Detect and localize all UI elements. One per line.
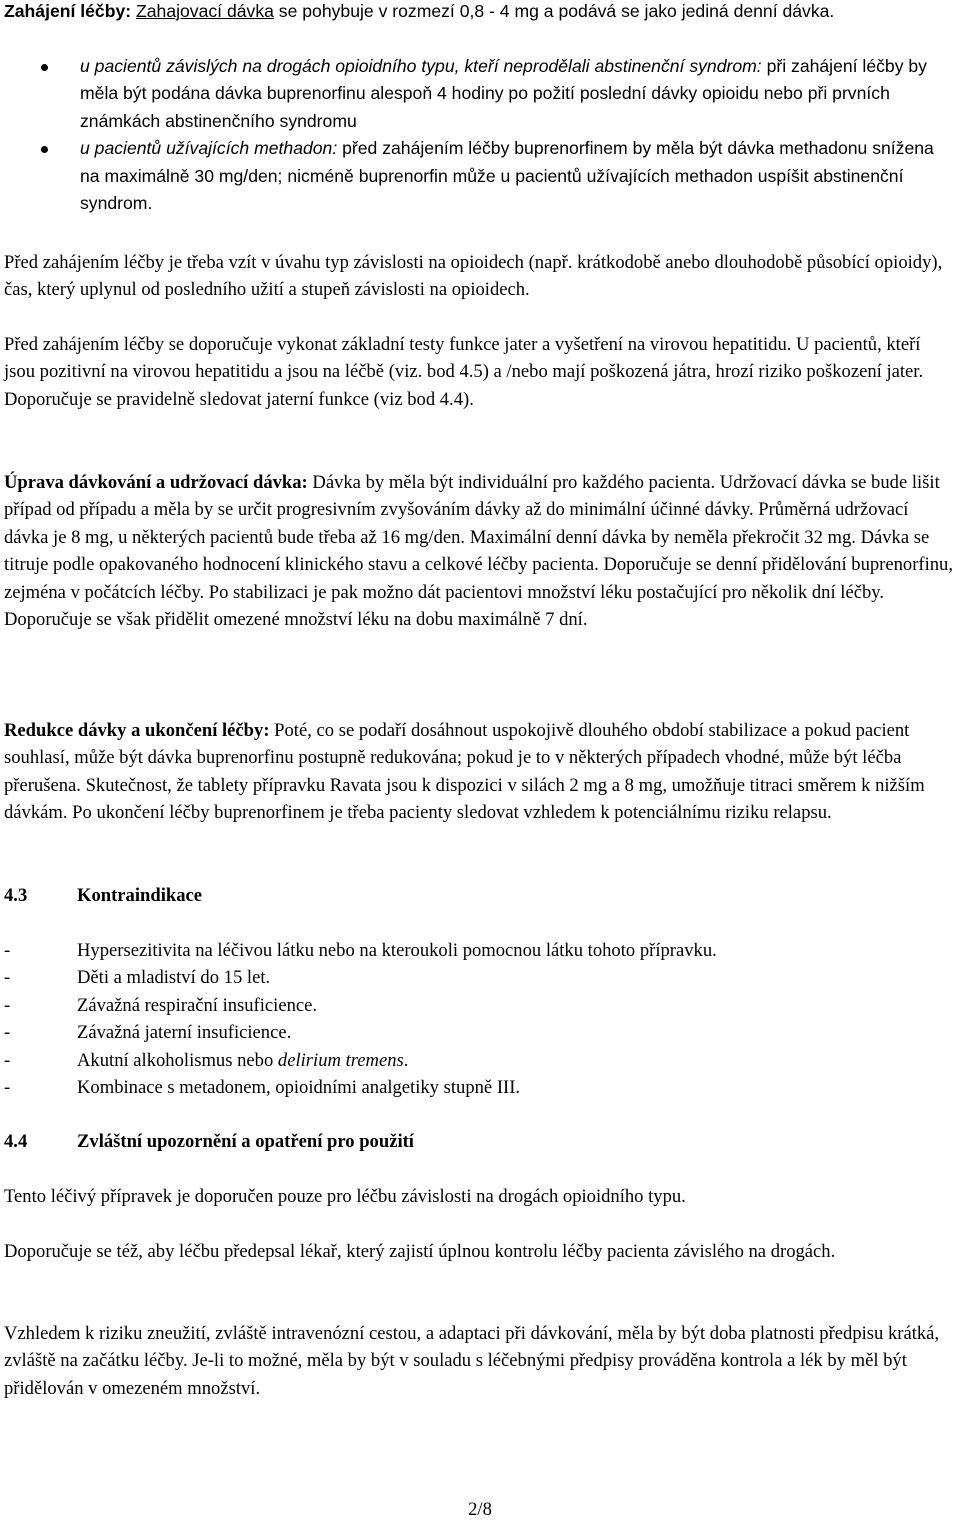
paragraph-dependence-type: Před zahájením léčby je třeba vzít v úvahu typ závislosti na opioidech (např. krátkodobě anebo dlouhodobě působící opioidy), čas, který uplynul od posledního užití a stupeň závislosti na opioidech. [4,252,943,301]
list-item-text: Závažná jaterní insuficience. [77,1022,292,1044]
list-item [4,1047,954,1074]
bullet-lead: u pacientů závislých na drogách opioidního typu, kteří neprodělali abstinenční syndrom: [80,56,762,76]
italic-tail: . [403,1049,409,1071]
bullet-lead: u pacientů užívajících methadon: [80,138,338,159]
section-heading-4-3 [4,882,954,909]
list-item [4,992,954,1019]
bullet-icon [41,64,48,71]
list-item [4,1074,954,1101]
bullet-text: při zahájení léčby by měla být podána dávka buprenorfinu alespoň 4 hodiny po požití poslední dávky opioidu nebo při prvních známkách abstinenčního syndromu [80,56,927,131]
dash-marker: - [4,940,11,961]
paragraph-maintenance-dose [4,469,954,633]
section-title: Kontraindikace [77,885,202,906]
maintenance-label: Úprava dávkování a udržovací dávka: [4,472,308,493]
list-item-text: Děti a mladiství do 15 let. [77,967,271,989]
section-number: 4.4 [4,1131,28,1152]
contraindication-list [4,937,954,1101]
list-item-text: Kombinace s metadonem, opioidními analgetiky stupně III. [77,1077,521,1099]
list-item [4,1019,954,1046]
section-title: Zvláštní upozornění a opatření pro použití [77,1131,414,1152]
paragraph-misuse-risk: Vzhledem k riziku zneužití, zvláště intravenózní cestou, a adaptaci při dávkování, měla by být doba platnosti předpisu krátká, zvláště na začátku léčby. Je-li to možné, měla by být v souladu s léčebnými předpisy prováděna kontrola a lék by měl být přidělován v omezeném množství. [4,1323,940,1399]
paragraph-liver-tests: Před zahájením léčby se doporučuje vykonat základní testy funkce jater a vyšetření na virovou hepatitidu. U pacientů, kteří jsou pozitivní na virovou hepatitidu a jsou na léčbě (viz. bod 4.5) a /nebo mají poškozená játra, hrozí riziko poškození jater. Doporučuje se pravidelně sledovat jaterní funkce (viz bod 4.4). [4,334,924,410]
reduction-text: Poté, co se podaří dosáhnout uspokojivě dlouhého období stabilizace a pokud pacient souhlasí, může být dávka buprenorfinu postupně redukována; pokud je to v některých případech vhodné, může být léčba přerušena. Skutečnost, že tablety přípravku Ravata jsou k dispozici v silách 2 mg a 8 mg, umožňuje titraci směrem k nižším dávkám. Po ukončení léčby buprenorfinem je třeba pacienty sledovat vzhledem k potenciálnímu riziku relapsu. [4,720,925,824]
list-item-text: Akutní alkoholismus nebo [77,1049,274,1071]
bullet-list [4,53,954,217]
dash-marker: - [4,967,11,989]
dash-marker: - [4,1049,11,1071]
bullet-item [4,135,954,217]
paragraph-dose-reduction [4,717,954,827]
list-item-text: Závažná respirační insuficience. [77,994,318,1016]
paragraph-indication: Tento léčivý přípravek je doporučen pouze pro léčbu závislosti na drogách opioidního typu. [4,1186,686,1207]
dose-link-text: Zahajovací dávka [136,1,274,21]
page-number: 2/8 [468,1499,492,1520]
italic-term: delirium tremens [277,1049,404,1071]
maintenance-text: Dávka by měla být individuální pro každého pacienta. Udržovací dávka se bude lišit případ od případu a měla by se určit progresivním zvyšováním dávky až do minimální účinné dávky. Průměrná udržovací dávka je 8 mg, u některých pacientů bude třeba až 16 mg/den. Maximální denní dávka by neměla překročit 32 mg. Dávka se titruje podle opakovaného hodnocení klinického stavu a celkové léčby pacienta. Doporučuje se denní přidělování buprenorfinu, zejména v počátcích léčby. Po stabilizaci je pak možno dát pacientovi množství léku postačující pro několik dní léčby. Doporučuje se však přidělit omezené množství léku na dobu maximálně 7 dní. [4,472,954,631]
intro-text: se pohybuje v rozmezí 0,8 - 4 mg a podává se jako jediná denní dávka. [278,1,835,21]
reduction-label: Redukce dávky a ukončení léčby: [4,720,270,741]
bullet-text: před zahájením léčby buprenorfinem by měla být dávka methadonu snížena na maximálně 30 mg/den; nicméně buprenorfin může u pacientů užívajících methadon uspíšit abstinenční syndrom. [80,138,934,214]
intro-label: Zahájení léčby: [4,1,132,21]
dash-marker: - [4,1077,11,1099]
section-number: 4.3 [4,885,28,906]
list-item [4,964,954,991]
intro-paragraph [4,0,954,25]
dash-marker: - [4,1022,11,1044]
paragraph-prescriber: Doporučuje se též, aby léčbu předepsal lékař, který zajistí úplnou kontrolu léčby pacienta závislého na drogách. [4,1241,836,1262]
list-item-text: Hypersezitivita na léčivou látku nebo na kteroukoli pomocnou látku tohoto přípravku. [77,940,717,961]
list-item [4,937,954,964]
bullet-icon [41,146,48,153]
section-heading-4-4 [4,1128,954,1155]
dash-marker: - [4,994,11,1016]
bullet-item [4,53,954,135]
